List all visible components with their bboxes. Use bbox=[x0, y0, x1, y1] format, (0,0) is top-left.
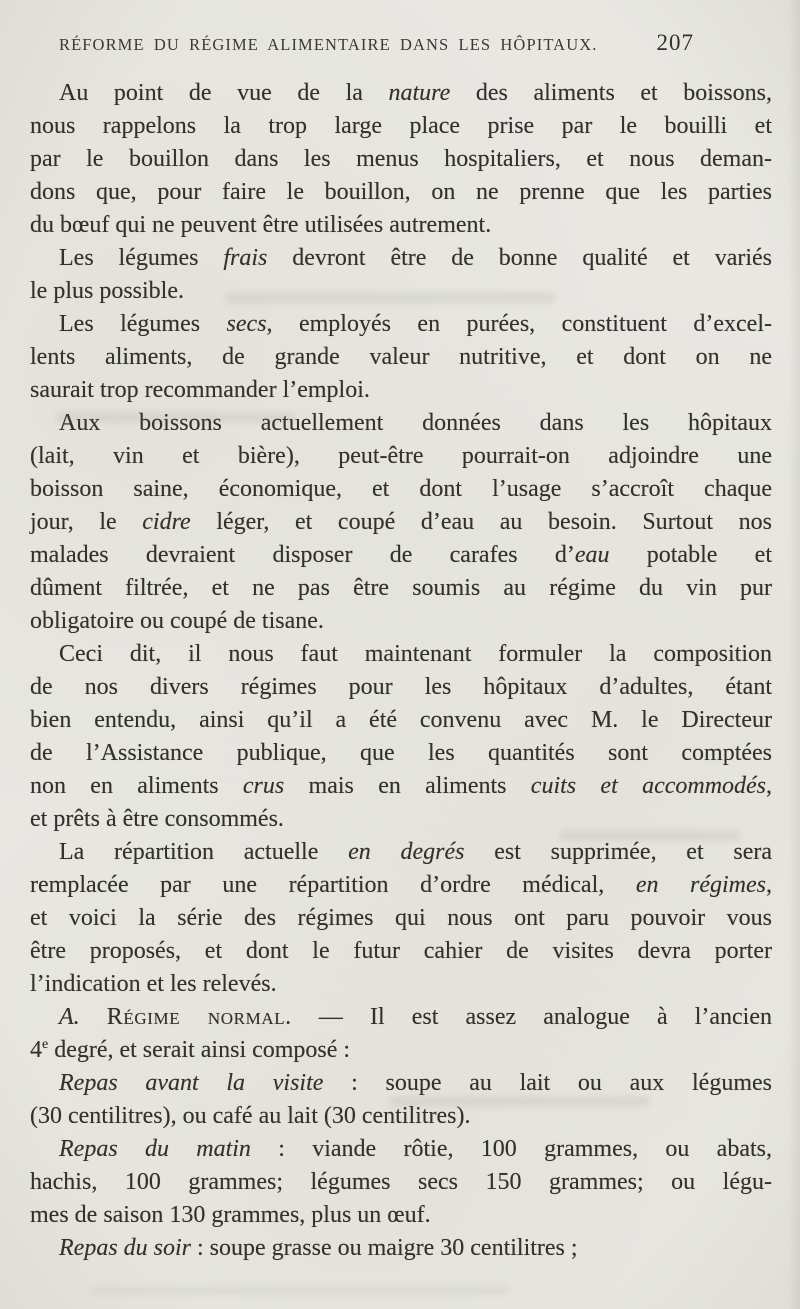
paragraph bbox=[30, 1232, 772, 1265]
text-line bbox=[30, 440, 772, 473]
body-text: jour, le bbox=[30, 509, 143, 535]
body-text: léger, et coupé d’eau au besoin. Surtout nos bbox=[190, 509, 772, 535]
italic-text: en régimes bbox=[635, 872, 767, 898]
small-caps-text: Régime normal. bbox=[106, 1004, 292, 1030]
italic-text: secs bbox=[226, 311, 267, 337]
body-text: non en aliments bbox=[30, 773, 243, 799]
text-line bbox=[30, 1067, 772, 1100]
text-line bbox=[30, 968, 772, 1001]
paragraph bbox=[30, 836, 772, 1001]
italic-text: Repas du matin bbox=[59, 1136, 251, 1162]
body-text: Les légumes bbox=[59, 245, 224, 271]
italic-text: frais bbox=[223, 245, 268, 271]
body-text: La répartition actuelle bbox=[59, 839, 349, 865]
body-text bbox=[80, 1004, 107, 1030]
paragraph bbox=[30, 638, 772, 836]
text-line bbox=[30, 902, 772, 935]
text-line bbox=[30, 506, 772, 539]
body-text: être proposés, et dont le futur cahier de visites devra porter bbox=[30, 938, 772, 964]
superscript-text: e bbox=[42, 1037, 49, 1052]
italic-text: Repas avant la visite bbox=[59, 1070, 324, 1096]
italic-text: nature bbox=[388, 80, 451, 106]
body-text: 4 bbox=[30, 1037, 42, 1063]
italic-text: cuits et accommodés bbox=[530, 773, 767, 799]
body-text: dûment filtrée, et ne pas être soumis au régime du vin pur bbox=[30, 575, 772, 601]
text-line bbox=[30, 935, 772, 968]
body-text: bien entendu, ainsi qu’il a été convenu avec M. le Directeur bbox=[30, 707, 772, 733]
body-text: et voici la série des régimes qui nous ont paru pouvoir vous bbox=[30, 905, 772, 931]
body-text: mes de saison 130 grammes, plus un œuf. bbox=[30, 1202, 431, 1228]
text-line bbox=[30, 605, 772, 638]
text-line bbox=[30, 473, 772, 506]
body-text: Les légumes bbox=[59, 311, 227, 337]
body-text: malades devraient disposer de carafes d’ bbox=[30, 542, 575, 568]
book-page bbox=[0, 30, 800, 1309]
body-text: hachis, 100 grammes; légumes secs 150 grammes; ou légu- bbox=[30, 1169, 772, 1195]
paragraph bbox=[30, 1133, 772, 1232]
body-text: par le bouillon dans les menus hospitaliers, et nous deman- bbox=[30, 146, 772, 172]
text-line bbox=[30, 1034, 772, 1067]
italic-text: A. bbox=[59, 1004, 80, 1030]
text-line bbox=[30, 803, 772, 836]
italic-text: eau bbox=[574, 542, 610, 568]
italic-text: crus bbox=[242, 773, 285, 799]
body-text: , employés en purées, constituent d’excel- bbox=[266, 311, 772, 337]
text-line bbox=[30, 638, 772, 671]
italic-text: Repas du soir bbox=[59, 1235, 191, 1261]
paragraph bbox=[30, 77, 772, 242]
text-line bbox=[30, 143, 772, 176]
body-text: : viande rôtie, 100 grammes, ou abats, bbox=[250, 1136, 772, 1162]
text-line bbox=[30, 539, 772, 572]
body-text: : soupe grasse ou maigre 30 centilitres ; bbox=[191, 1235, 578, 1261]
body-text: du bœuf qui ne peuvent être utilisées autrement. bbox=[30, 212, 492, 238]
body-text: de l’Assistance publique, que les quantités sont comptées bbox=[30, 740, 772, 766]
body-text: de nos divers régimes pour les hôpitaux d’adultes, étant bbox=[30, 674, 772, 700]
body-text: — Il est assez analogue à l’ancien bbox=[291, 1004, 772, 1030]
text-line bbox=[30, 1166, 772, 1199]
body-text: lents aliments, de grande valeur nutritive, et dont on ne bbox=[30, 344, 772, 370]
text-line bbox=[30, 1232, 772, 1265]
text-line bbox=[30, 374, 772, 407]
text-line bbox=[30, 836, 772, 869]
body-text: nous rappelons la trop large place prise par le bouilli et bbox=[30, 113, 772, 139]
text-line bbox=[30, 110, 772, 143]
text-line bbox=[30, 308, 772, 341]
text-line bbox=[30, 341, 772, 374]
body-text: (lait, vin et bière), peut-être pourrait-on adjoindre une bbox=[30, 443, 772, 469]
body-text: Aux boissons actuellement données dans les hôpitaux bbox=[59, 410, 772, 436]
text-line bbox=[30, 176, 772, 209]
text-line bbox=[30, 1100, 772, 1133]
body-text: remplacée par une répartition d’ordre médical, bbox=[30, 872, 636, 898]
text-line bbox=[30, 1133, 772, 1166]
running-header bbox=[59, 30, 694, 56]
paragraph bbox=[30, 407, 772, 638]
text-line bbox=[30, 737, 772, 770]
body-text: dons que, pour faire le bouillon, on ne prenne que les parties bbox=[30, 179, 772, 205]
italic-text: en degrés bbox=[348, 839, 465, 865]
text-line bbox=[30, 1199, 772, 1232]
italic-text: cidre bbox=[142, 509, 191, 535]
text-line bbox=[30, 572, 772, 605]
body-text: (30 centilitres), ou café au lait (30 centilitres). bbox=[30, 1103, 471, 1129]
text-line bbox=[30, 242, 772, 275]
body-text: potable et bbox=[609, 542, 772, 568]
body-text: saurait trop recommander l’emploi. bbox=[30, 377, 370, 403]
bleed-through-ghost bbox=[90, 1286, 510, 1295]
body-text: est supprimée, et sera bbox=[464, 839, 772, 865]
text-line bbox=[30, 275, 772, 308]
body-text: mais en aliments bbox=[284, 773, 531, 799]
text-line bbox=[30, 407, 772, 440]
text-line bbox=[30, 704, 772, 737]
body-text: Au point de vue de la bbox=[59, 80, 389, 106]
body-text: degré, et serait ainsi composé : bbox=[48, 1037, 351, 1063]
body-text: : soupe au lait ou aux légumes bbox=[323, 1070, 772, 1096]
body-text: , bbox=[766, 872, 773, 898]
text-line bbox=[30, 869, 772, 902]
body-text: l’indication et les relevés. bbox=[30, 971, 277, 997]
text-line bbox=[30, 77, 772, 110]
text-line bbox=[30, 770, 772, 803]
body-text: des aliments et boissons, bbox=[450, 80, 772, 106]
text-line bbox=[30, 1001, 772, 1034]
page-number: 207 bbox=[656, 30, 694, 55]
body-text: , bbox=[766, 773, 773, 799]
text-line bbox=[30, 209, 772, 242]
page-body bbox=[30, 77, 772, 1265]
body-text: le plus possible. bbox=[30, 278, 184, 304]
body-text: Ceci dit, il nous faut maintenant formuler la composition bbox=[59, 641, 772, 667]
body-text: obligatoire ou coupé de tisane. bbox=[30, 608, 324, 634]
page-header-title: RÉFORME DU RÉGIME ALIMENTAIRE DANS LES HÔPITAUX. bbox=[59, 35, 598, 54]
body-text: et prêts à être consommés. bbox=[30, 806, 284, 832]
paragraph bbox=[30, 1001, 772, 1067]
paragraph bbox=[30, 242, 772, 308]
text-line bbox=[30, 671, 772, 704]
paragraph bbox=[30, 1067, 772, 1133]
body-text: boisson saine, économique, et dont l’usage s’accroît chaque bbox=[30, 476, 772, 502]
paragraph bbox=[30, 308, 772, 407]
body-text: devront être de bonne qualité et variés bbox=[267, 245, 772, 271]
